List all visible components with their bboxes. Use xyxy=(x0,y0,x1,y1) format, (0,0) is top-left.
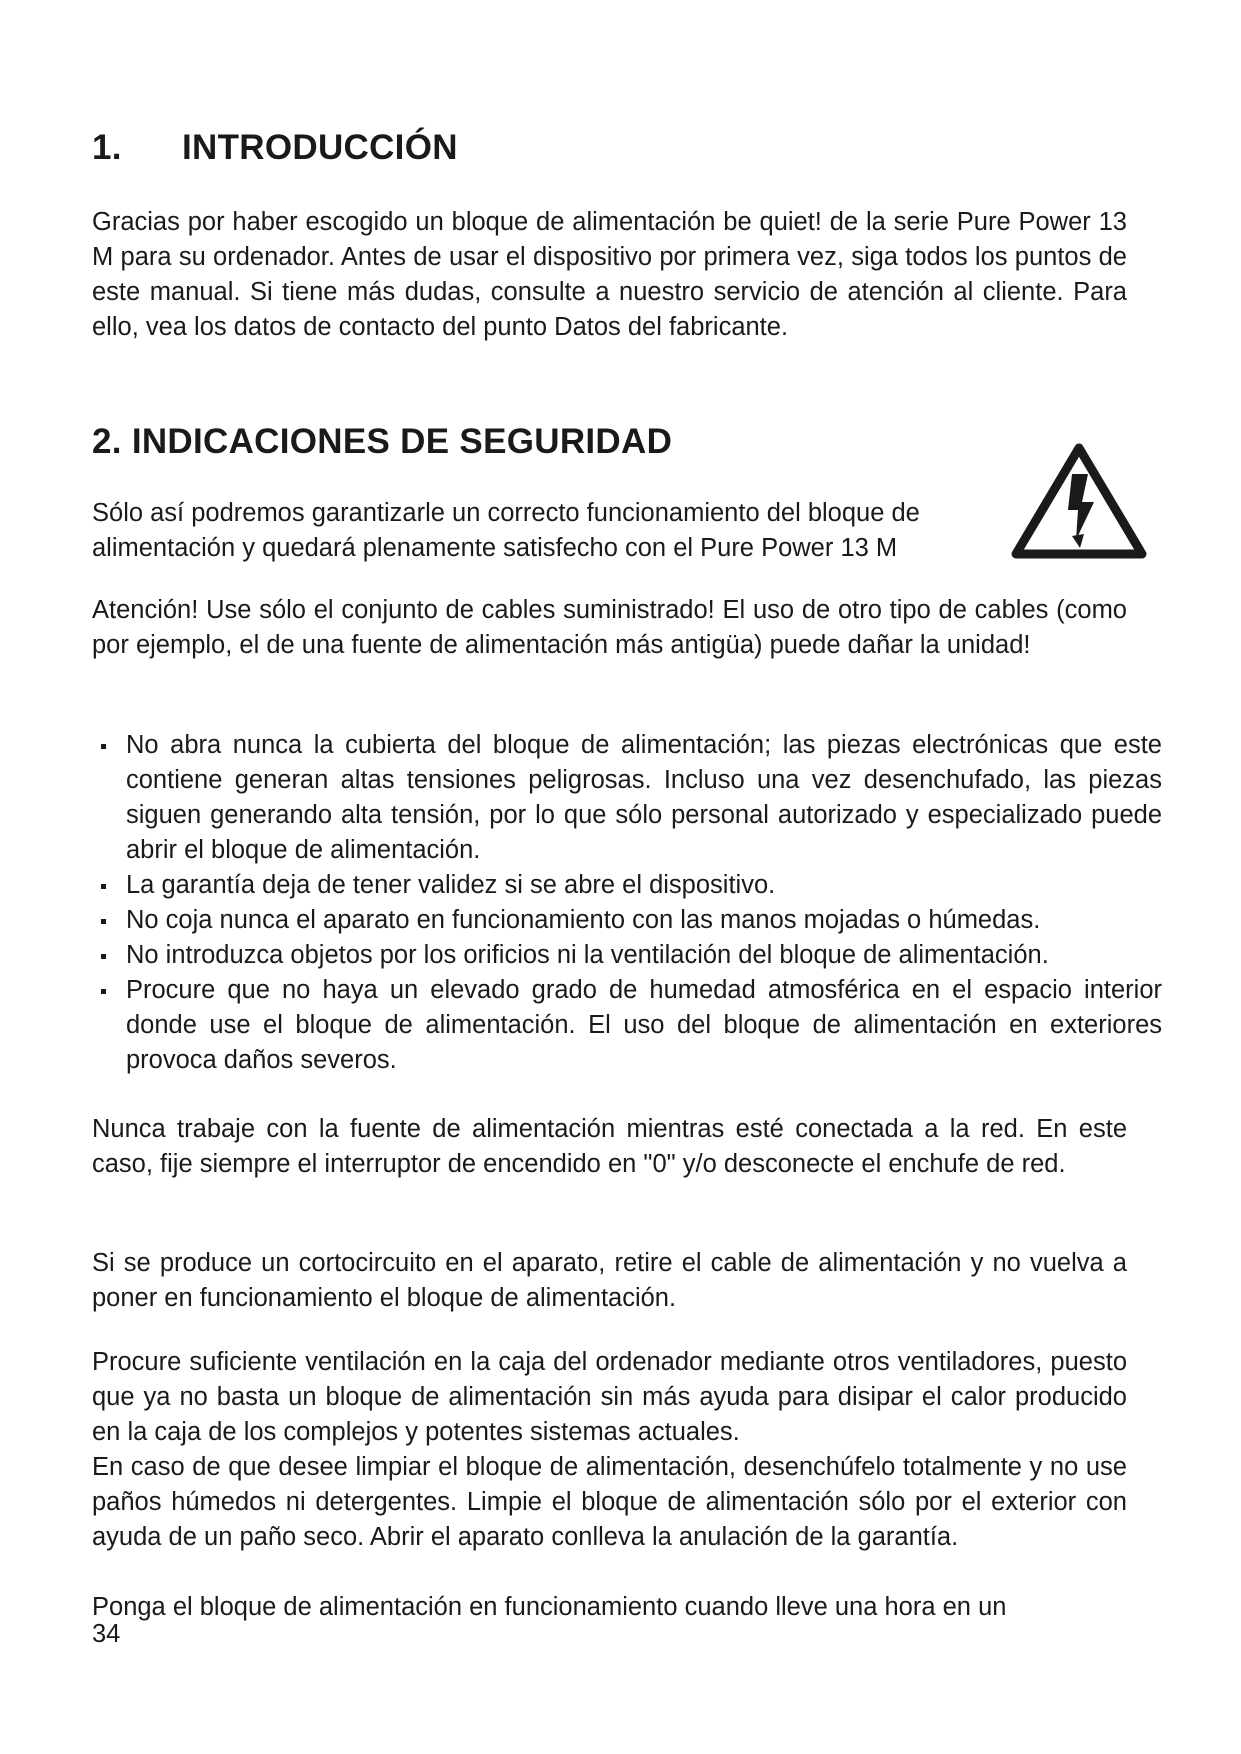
list-item: Procure que no haya un elevado grado de humedad atmosférica en el espacio interior donde use el bloque de alimentación. El uso del bloque de alimentación en exteriores provoca daños severos. xyxy=(92,973,1162,1078)
list-item: No abra nunca la cubierta del bloque de alimentación; las piezas electrónicas que este contiene generan altas tensiones peligrosas. Incluso una vez desenchufado, las piezas siguen generando alta tensión, por lo que sólo personal autorizado y especializado puede abrir el bloque de alimentación. xyxy=(92,728,1162,868)
list-item: No coja nunca el aparato en funcionamiento con las manos mojadas o húmedas. xyxy=(92,903,1162,938)
list-item: No introduzca objetos por los orificios ni la ventilación del bloque de alimentación. xyxy=(92,938,1162,973)
high-voltage-warning-icon xyxy=(1010,440,1148,562)
safety-bullet-list xyxy=(92,728,1162,1078)
cleaning-paragraph: En caso de que desee limpiar el bloque de alimentación, desenchúfelo totalmente y no use paños húmedos ni detergentes. Limpie el bloque de alimentación sólo por el exterior con ayuda de un paño seco. Abrir el aparato conlleva la anulación de la garantía. xyxy=(92,1453,1127,1551)
network-warning-paragraph: Nunca trabaje con la fuente de alimentación mientras esté conectada a la red. En este caso, fije siempre el interruptor de encendido en "0" y/o desconecte el enchufe de red. xyxy=(92,1115,1127,1178)
attention-paragraph: Atención! Use sólo el conjunto de cables suministrado! El uso de otro tipo de cables (como por ejemplo, el de una fuente de alimentación más antigüa) puede dañar la unidad! xyxy=(92,596,1127,659)
startup-paragraph: Ponga el bloque de alimentación en funcionamiento cuando lleve una hora en un xyxy=(92,1593,1007,1621)
ventilation-paragraph: Procure suficiente ventilación en la caja del ordenador mediante otros ventiladores, puesto que ya no basta un bloque de alimentación sin más ayuda para disipar el calor producido en la caja de los complejos y potentes sistemas actuales. xyxy=(92,1348,1127,1446)
safety-intro-paragraph: Sólo así podremos garantizarle un correcto funcionamiento del bloque de alimentación y quedará plenamente satisfecho con el Pure Power 13 M xyxy=(92,499,920,562)
short-circuit-paragraph: Si se produce un cortocircuito en el aparato, retire el cable de alimentación y no vuelva a poner en funcionamiento el bloque de alimentación. xyxy=(92,1249,1127,1312)
intro-paragraph: Gracias por haber escogido un bloque de alimentación be quiet! de la serie Pure Power 13 M para su ordenador. Antes de usar el dispositivo por primera vez, siga todos los puntos de este manual. Si tiene más dudas, consulte a nuestro servicio de atención al cliente. Para ello, vea los datos de contacto del punto Datos del fabricante. xyxy=(92,208,1127,341)
section-1-title: INTRODUCCIÓN xyxy=(182,128,458,167)
list-item: La garantía deja de tener validez si se abre el dispositivo. xyxy=(92,868,1162,903)
section-2-heading: 2. INDICACIONES DE SEGURIDAD xyxy=(92,422,673,461)
section-1-heading xyxy=(92,128,458,168)
section-1-number: 1. xyxy=(92,128,122,167)
page-number: 34 xyxy=(92,1620,121,1648)
